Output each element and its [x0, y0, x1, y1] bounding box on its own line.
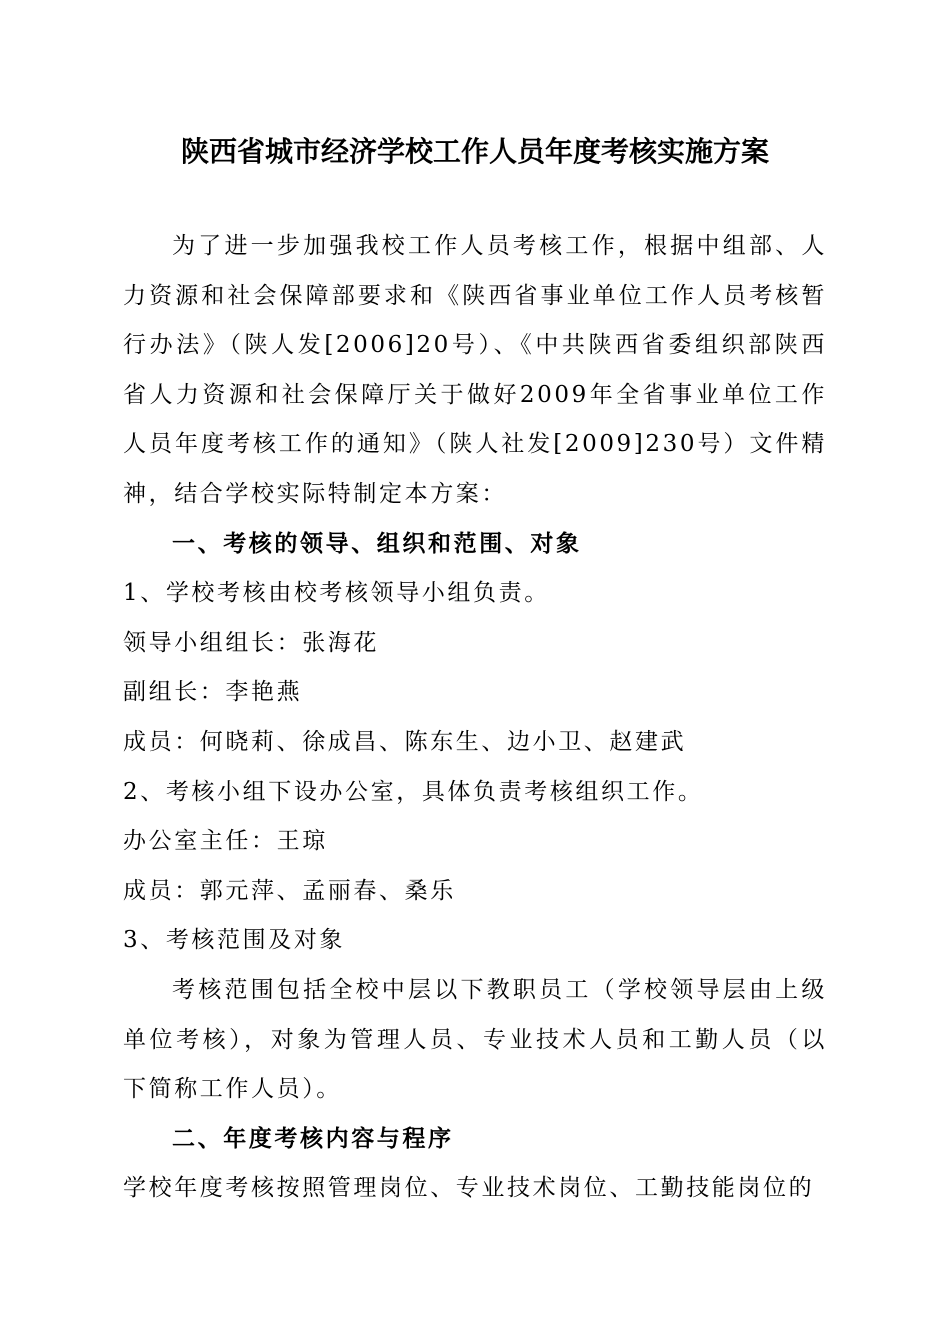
office-director-line: 办公室主任：王琼: [123, 828, 328, 855]
office-members-line: 成员：郭元萍、孟丽春、桑乐: [123, 877, 456, 904]
section-1-item-3: 3、考核范围及对象: [123, 927, 346, 954]
members-line: 成员：何晓莉、徐成昌、陈东生、边小卫、赵建武: [123, 728, 687, 755]
leader-line: 领导小组组长：张海花: [123, 629, 379, 656]
document-title: 陕西省城市经济学校工作人员年度考核实施方案: [180, 135, 769, 168]
section-1-item-2: 2、考核小组下设办公室，具体负责考核组织工作。: [123, 778, 704, 805]
section-1-item-1: 1、学校考核由校考核领导小组负责。: [123, 580, 550, 607]
section-1-heading: 一、考核的领导、组织和范围、对象: [172, 530, 582, 557]
deputy-line: 副组长：李艳燕: [123, 679, 303, 706]
section-2-text: 学校年度考核按照管理岗位、专业技术岗位、工勤技能岗位的: [123, 1175, 815, 1202]
intro-paragraph: 为了进一步加强我校工作人员考核工作，根据中组部、人力资源和社会保障部要求和《陕西省事业单位工作人员考核暂行办法》（陕人发[2006]20号）、《中共陕西省委组织部陕西省人力资源和社会保障厅关于做好2009年全省事业单位工作人员年度考核工作的通知》（陕人社发[2009]230号）文件精神，结合学校实际特制定本方案：: [123, 233, 827, 507]
section-2-heading: 二、年度考核内容与程序: [172, 1125, 454, 1152]
scope-paragraph: 考核范围包括全校中层以下教职员工（学校领导层由上级单位考核），对象为管理人员、专业技术人员和工勤人员（以下简称工作人员）。: [123, 976, 827, 1103]
document-body: [123, 222, 827, 1214]
